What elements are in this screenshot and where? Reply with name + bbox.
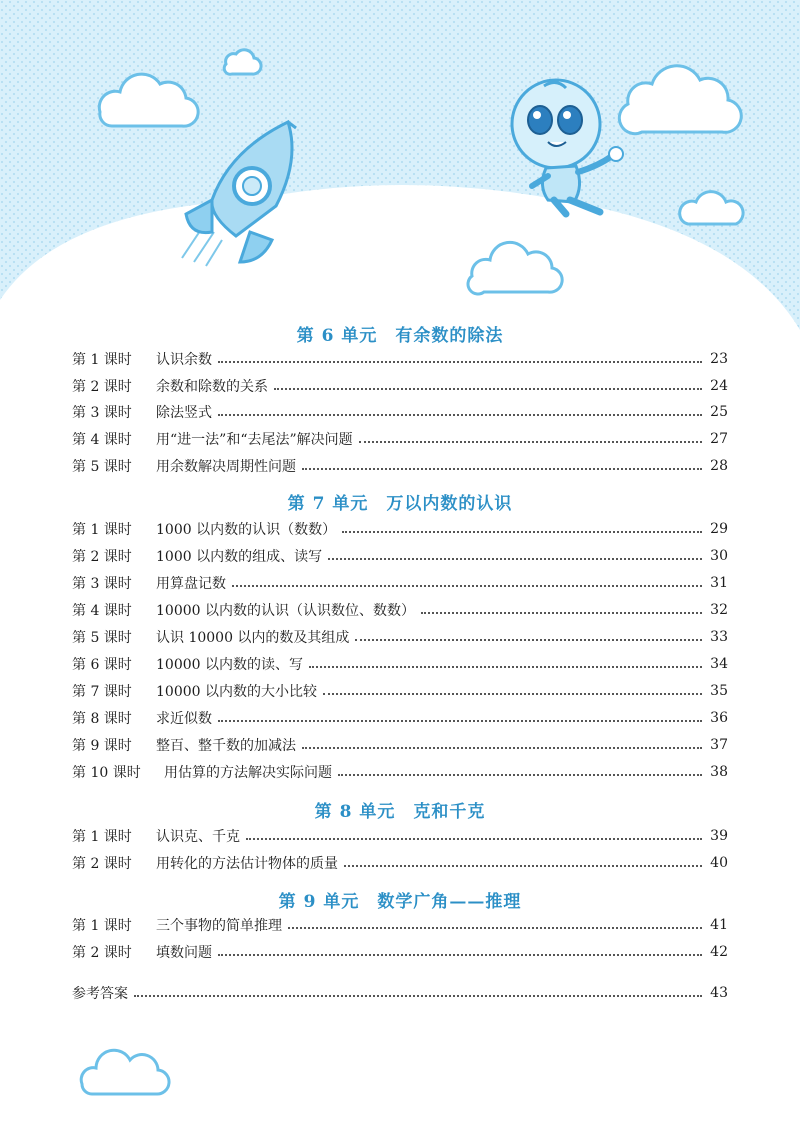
toc-entry[interactable] xyxy=(72,734,728,756)
page-number: 36 xyxy=(710,710,728,726)
dot-leader xyxy=(328,558,702,560)
toc-entry[interactable] xyxy=(72,401,728,423)
lesson-topic: 用转化的方法估计物体的质量 xyxy=(156,856,338,872)
astronaut-mascot-illustration xyxy=(512,80,623,214)
toc-entry[interactable] xyxy=(72,707,728,729)
page-number: 40 xyxy=(710,855,728,871)
page-number: 25 xyxy=(710,404,728,420)
lesson-topic: 1000 以内数的认识（数数） xyxy=(156,522,337,538)
page-number: 27 xyxy=(710,431,728,447)
dot-leader xyxy=(218,414,702,416)
lesson-topic: 填数问题 xyxy=(156,945,212,961)
dot-leader xyxy=(323,693,702,695)
cloud-icon xyxy=(70,1040,180,1100)
page-number: 35 xyxy=(710,683,728,699)
page-number: 33 xyxy=(710,629,728,645)
dot-leader xyxy=(288,927,702,929)
dot-leader xyxy=(274,388,702,390)
lesson-topic: 用估算的方法解决实际问题 xyxy=(164,765,332,781)
dot-leader xyxy=(342,531,702,533)
lesson-number: 第 1 课时 xyxy=(72,352,132,368)
lesson-number: 第 9 课时 xyxy=(72,738,132,754)
lesson-number: 第 3 课时 xyxy=(72,576,132,592)
lesson-number: 第 1 课时 xyxy=(72,522,132,538)
lesson-topic: 除法竖式 xyxy=(156,405,212,421)
dot-leader xyxy=(359,441,702,443)
toc-entry[interactable] xyxy=(72,761,728,783)
toc-entry[interactable] xyxy=(72,545,728,567)
lesson-topic: 认识 10000 以内的数及其组成 xyxy=(156,630,350,646)
page-number: 42 xyxy=(710,944,728,960)
lesson-topic: 认识克、千克 xyxy=(156,829,240,845)
page-number: 38 xyxy=(710,764,728,780)
toc-entry[interactable] xyxy=(72,455,728,477)
toc-entry[interactable] xyxy=(72,852,728,874)
lesson-topic: 10000 以内数的大小比较 xyxy=(156,684,317,700)
page-number: 39 xyxy=(710,828,728,844)
cloud-icon xyxy=(224,50,261,74)
toc-entry-answers[interactable] xyxy=(72,982,728,1004)
lesson-topic: 10000 以内数的认识（认识数位、数数） xyxy=(156,603,415,619)
page-number: 24 xyxy=(710,378,728,394)
toc-entry[interactable] xyxy=(72,941,728,963)
lesson-number: 第 5 课时 xyxy=(72,630,132,646)
dot-leader xyxy=(302,747,702,749)
toc-entry[interactable] xyxy=(72,428,728,450)
dot-leader xyxy=(218,361,702,363)
dot-leader xyxy=(355,639,702,641)
cloud-icon xyxy=(680,192,743,224)
answers-label: 参考答案 xyxy=(72,986,128,1002)
toc-entry[interactable] xyxy=(72,653,728,675)
page-number: 34 xyxy=(710,656,728,672)
dot-leader xyxy=(344,865,702,867)
page-number: 32 xyxy=(710,602,728,618)
lesson-number: 第 2 课时 xyxy=(72,379,132,395)
toc-entry[interactable] xyxy=(72,626,728,648)
lesson-number: 第 2 课时 xyxy=(72,945,132,961)
toc-entry[interactable] xyxy=(72,825,728,847)
lesson-number: 第 2 课时 xyxy=(72,549,132,565)
dot-leader xyxy=(302,468,702,470)
toc-entry[interactable] xyxy=(72,375,728,397)
lesson-topic: 用“进一法”和“去尾法”解决问题 xyxy=(156,432,353,448)
lesson-topic: 认识余数 xyxy=(156,352,212,368)
page-number: 41 xyxy=(710,917,728,933)
lesson-topic: 1000 以内数的组成、读写 xyxy=(156,549,323,565)
page-number: 37 xyxy=(710,737,728,753)
lesson-topic: 三个事物的简单推理 xyxy=(156,918,282,934)
rocket-illustration xyxy=(182,122,296,266)
toc-entry[interactable] xyxy=(72,680,728,702)
dot-leader xyxy=(421,612,702,614)
lesson-number: 第 8 课时 xyxy=(72,711,132,727)
lesson-number: 第 6 课时 xyxy=(72,657,132,673)
unit-title: 第 6 单元 有余数的除法 xyxy=(296,326,504,346)
page-number: 31 xyxy=(710,575,728,591)
lesson-number: 第 10 课时 xyxy=(72,765,141,781)
toc-entry[interactable] xyxy=(72,518,728,540)
dot-leader xyxy=(338,774,702,776)
lesson-topic: 整百、整千数的加减法 xyxy=(156,738,296,754)
lesson-topic: 用算盘记数 xyxy=(156,576,226,592)
dot-leader xyxy=(134,995,702,997)
toc-entry[interactable] xyxy=(72,914,728,936)
page-number: 43 xyxy=(710,985,728,1001)
page-number: 23 xyxy=(710,351,728,367)
dot-leader xyxy=(309,666,702,668)
dot-leader xyxy=(232,585,702,587)
lesson-number: 第 3 课时 xyxy=(72,405,132,421)
toc-entry[interactable] xyxy=(72,599,728,621)
page-number: 30 xyxy=(710,548,728,564)
lesson-number: 第 7 课时 xyxy=(72,684,132,700)
lesson-number: 第 1 课时 xyxy=(72,829,132,845)
lesson-topic: 余数和除数的关系 xyxy=(156,379,268,395)
unit-title: 第 7 单元 万以内数的认识 xyxy=(287,494,513,514)
lesson-topic: 用余数解决周期性问题 xyxy=(156,459,296,475)
lesson-number: 第 2 课时 xyxy=(72,856,132,872)
lesson-number: 第 4 课时 xyxy=(72,603,132,619)
unit-title: 第 9 单元 数学广角——推理 xyxy=(278,892,522,912)
lesson-number: 第 5 课时 xyxy=(72,459,132,475)
toc-entry[interactable] xyxy=(72,572,728,594)
cloud-icon xyxy=(468,242,562,294)
toc-entry[interactable] xyxy=(72,348,728,370)
cloud-icon xyxy=(99,74,198,126)
unit-title: 第 8 单元 克和千克 xyxy=(314,802,486,822)
lesson-topic: 10000 以内数的读、写 xyxy=(156,657,303,673)
lesson-number: 第 1 课时 xyxy=(72,918,132,934)
dot-leader xyxy=(218,954,702,956)
lesson-number: 第 4 课时 xyxy=(72,432,132,448)
lesson-topic: 求近似数 xyxy=(156,711,212,727)
page-number: 29 xyxy=(710,521,728,537)
dot-leader xyxy=(246,838,702,840)
page-number: 28 xyxy=(710,458,728,474)
cloud-icon xyxy=(619,66,741,134)
dot-leader xyxy=(218,720,702,722)
